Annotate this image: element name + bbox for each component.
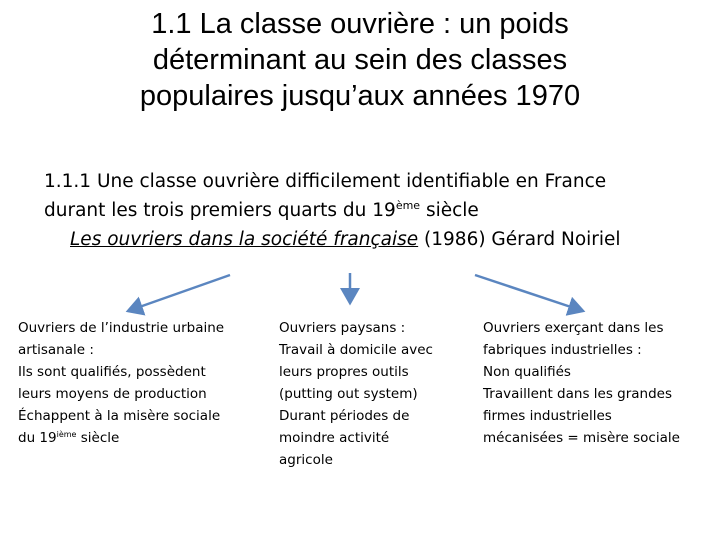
col1-line-2: leurs moyens de production	[18, 386, 207, 402]
column-peasant-workers	[279, 317, 459, 471]
col2-heading: Ouvriers paysans :	[279, 320, 406, 336]
column-urban-workers	[18, 317, 258, 449]
title-line-1: 1.1 La classe ouvrière : un poids	[151, 8, 569, 40]
col1-superscript: ième	[56, 430, 77, 439]
title-line-3: populaires jusqu’aux années 1970	[139, 80, 581, 112]
col1-line-4	[18, 427, 258, 449]
col3-line-2: Travaillent dans les grandes	[483, 386, 673, 402]
col3-heading-line-2: fabriques industrielles :	[483, 342, 642, 358]
col2-line-1: Travail à domicile avec	[279, 342, 433, 358]
col3-line-4: mécanisées = misère sociale	[483, 430, 680, 446]
col3-heading-line-1: Ouvriers exerçant dans les	[483, 320, 664, 336]
col2-line-2: leurs propres outils	[279, 364, 409, 380]
col2-line-6: agricole	[279, 452, 333, 468]
col1-line-1: Ils sont qualifiés, possèdent	[18, 364, 206, 380]
col2-line-4: Durant périodes de	[279, 408, 410, 424]
col2-line-5: moindre activité	[279, 430, 390, 446]
section-heading-line-2-end: siècle	[420, 200, 479, 221]
section-heading-line-2-text: durant les trois premiers quarts du 19	[44, 200, 396, 221]
column-factory-workers	[483, 317, 708, 449]
section-heading-superscript: ème	[395, 199, 421, 212]
col1-heading-line-1: Ouvriers de l’industrie urbaine	[18, 320, 225, 336]
col1-line-4-end: siècle	[76, 430, 120, 446]
col1-line-3: Échappent à la misère sociale	[18, 408, 221, 424]
arrow-right	[475, 275, 583, 311]
book-author: (1986) Gérard Noiriel	[418, 229, 621, 250]
col1-line-4-text: du 19	[18, 430, 57, 446]
col3-line-3: firmes industrielles	[483, 408, 612, 424]
book-title: Les ouvriers dans la société française	[70, 229, 419, 250]
col1-heading-line-2: artisanale :	[18, 342, 94, 358]
col3-line-1: Non qualifiés	[483, 364, 571, 380]
arrow-left	[128, 275, 230, 311]
section-heading-line-1: 1.1.1 Une classe ouvrière difficilement identifiable en France	[44, 171, 607, 192]
col2-line-3: (putting out system)	[279, 386, 418, 402]
title-line-2: déterminant au sein des classes	[152, 44, 568, 76]
